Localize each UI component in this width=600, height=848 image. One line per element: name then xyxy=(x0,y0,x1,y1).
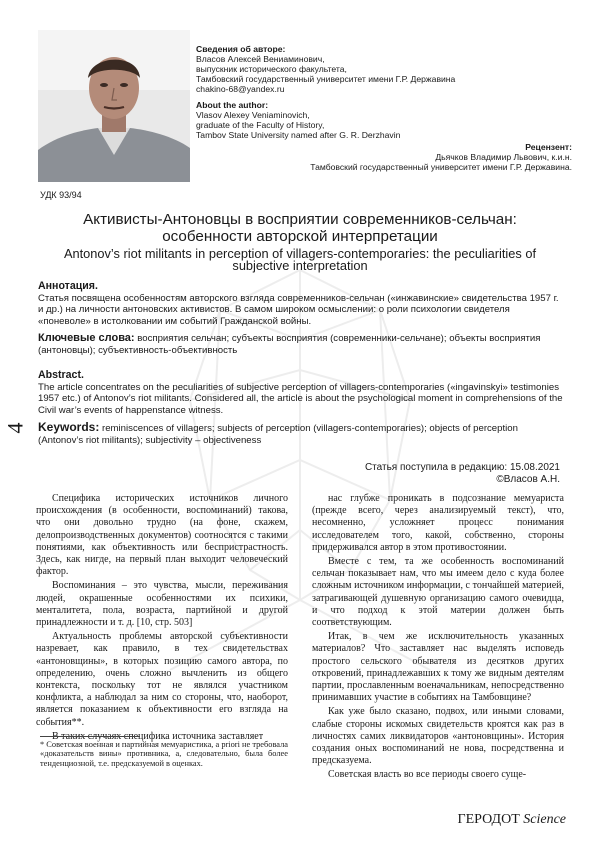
keywords-en xyxy=(38,422,564,446)
journal-name xyxy=(458,812,566,828)
journal-suffix: Science xyxy=(523,812,566,827)
author-email: chakino-68@yandex.ru xyxy=(196,84,285,94)
author-line-en: graduate of the Faculty of History, xyxy=(196,120,325,130)
author-heading-en: About the author: xyxy=(196,100,269,110)
keywords-ru xyxy=(38,333,564,356)
keywords-ru-label: Ключевые слова: xyxy=(38,332,135,344)
footnote: * Советская военная и партийная мемуаристика, а priori не требовала «доказательств вины» противника, а, следовательно, была более тенденциозной, т.е. предсказуемой в оценках. xyxy=(40,740,288,768)
keywords-en-label: Keywords: xyxy=(38,420,100,434)
body-column-right xyxy=(312,493,564,784)
page-number: 4 xyxy=(2,422,28,434)
abstract-ru-text: Статья посвящена особенностям авторского взгляда современников-сельчан («инжавинские» свидетельства 1957 г. и др.) на личности антоновских активистов. В самом широком осмыслении: о роли психологии свидетеля «поневоле» в истолковании им событий Гражданской войны. xyxy=(38,292,559,327)
received-info xyxy=(365,462,560,486)
abstract-ru xyxy=(38,281,564,327)
footnote-divider xyxy=(40,736,140,737)
reviewer-line: Тамбовский государственный университет имени Г.Р. Державина. xyxy=(310,162,572,172)
author-photo xyxy=(38,30,190,182)
author-line-en: Vlasov Alexey Veniaminovich, xyxy=(196,110,310,120)
abstract-en-heading: Abstract. xyxy=(38,369,84,381)
author-info xyxy=(196,44,576,140)
udk-code: УДК 93/94 xyxy=(40,190,82,200)
author-line: Власов Алексей Вениаминович, xyxy=(196,54,325,64)
body-paragraph: Специфика исторических источников личного происхождения (в особенности, воспоминаний) такова, что они довольно трудно (на фоне, скажем, делопроизводственных документов) соотносятся с такими понятиями, как объективность или беспристрастность. Здесь, как нигде, на первый план выходит человеческий фактор. xyxy=(36,493,288,578)
body-paragraph: Как уже было сказано, подвох, или иными словами, слабые стороны искомых свидетельств кроятся как раз в личностях самих ликвидаторов «антоновщины». История создания оных воспоминаний не нова, посредственна и предсказуема. xyxy=(312,706,564,767)
author-line: Тамбовский государственный университет имени Г.Р. Державина xyxy=(196,74,456,84)
author-line: выпускник исторического факультета, xyxy=(196,64,347,74)
abstract-en-text: The article concentrates on the peculiarities of subjective perception of villagers-contemporaries («ingavinskyi» testimonies 1957 etc.) of Antonov’s riot militants. Considered all, the article is about the psychological moment in comprehensions of the Civil war’s events of happenstance witness. xyxy=(38,381,563,416)
copyright: ©Власов А.Н. xyxy=(496,474,560,485)
body-paragraph: Актуальность проблемы авторской субъективности назревает, как правило, в тех свидетельствах «антоновщины», в которых позицию самого автора, по определению, очень сложно вычленить из общего контекста, поскольку тот не являлся участником конфликта, а наблюдал за ним со стороны, что, наоборот, является показанием к объективности его взгляда на события**. xyxy=(36,631,288,728)
keywords-ru-text: восприятия сельчан; субъекты восприятия (современники-сельчане); объекты восприятия (антоновцы); субъективность-объективность xyxy=(38,333,541,356)
body-paragraph: нас глубже проникать в подсознание мемуариста (прежде всего, через анализируемый текст), что, несомненно, усложняет процесс понимания исследователем того, какой, собственно, стороны придерживался автор в этом противостоянии. xyxy=(312,493,564,553)
author-line-en: Tambov State University named after G. R. Derzhavin xyxy=(196,130,401,140)
keywords-en-text: reminiscences of villagers; subjects of perception (villagers-contemporaries); objects of perception (Antonov’s riot militants); subjectivity – objectiveness xyxy=(38,423,518,446)
journal-title: ГЕРОДОТ xyxy=(457,812,520,827)
body-paragraph: Воспоминания – это чувства, мысли, переживания людей, окрашенные особенностями их психики, менталитета, пола, возраста, партийной и другой принадлежности и т. д. [10, стр. 503] xyxy=(36,580,288,629)
abstract-en xyxy=(38,370,564,416)
article-title-ru: Активисты-Антоновцы в восприятии современников-сельчан: особенности авторской интерпретации xyxy=(83,211,517,245)
body-paragraph: В таких случаях специфика источника заставляет xyxy=(52,730,264,742)
body-column-left xyxy=(36,493,288,745)
reviewer-heading: Рецензент: xyxy=(525,142,572,152)
abstract-ru-heading: Аннотация. xyxy=(38,280,98,292)
author-heading-ru: Сведения об авторе: xyxy=(196,44,286,54)
reviewer-line: Дьячков Владимир Львович, к.и.н. xyxy=(435,152,572,162)
article-title-en: Antonov’s riot militants in perception of villagers-contemporaries: the peculiarities of subjective interpretation xyxy=(63,246,537,273)
body-paragraph: Итак, в чем же исключительность указанных материалов? Что заставляет нас выделять исповедь простого сельского обывателя из десятков других откровений, принадлежавших к тому же видным деятелям партии, прославленным военачальникам, непосредственно принимавших участие в событиях на Тамбовщине? xyxy=(312,631,564,704)
reviewer-info xyxy=(172,142,572,172)
received-date: Статья поступила в редакцию: 15.08.2021 xyxy=(364,462,560,473)
body-paragraph: Советская власть во все периоды своего суще- xyxy=(328,769,527,781)
body-paragraph: Вместе с тем, та же особенность воспоминаний сельчан показывает нам, что мы имеем дело с куда более сложным источником информации, с тончайшей материей, затрагивающей душевную организацию самого очевидца, и что подход к этой материи должен быть соответствующим. xyxy=(312,556,564,629)
